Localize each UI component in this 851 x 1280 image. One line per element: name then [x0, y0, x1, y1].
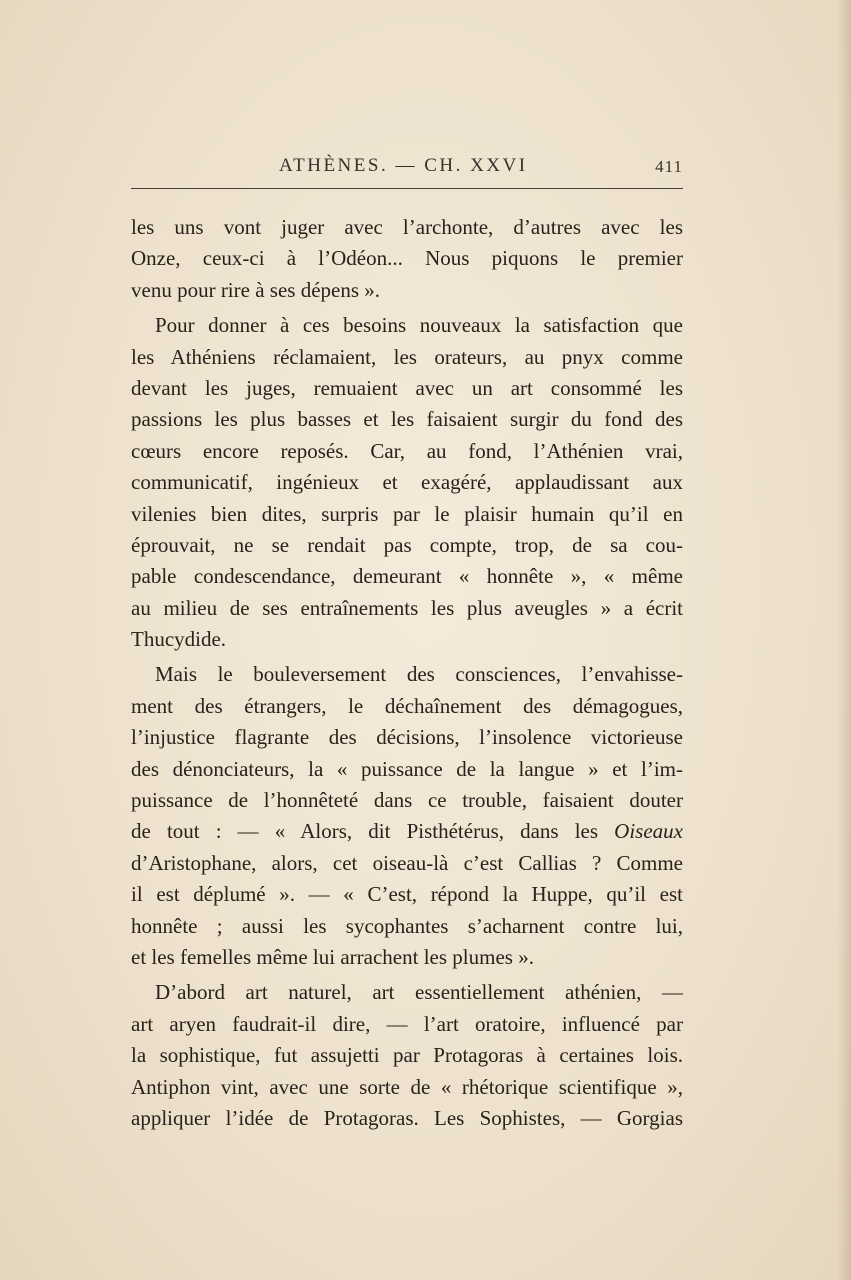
paragraph — [131, 659, 683, 973]
text-line: la sophistique, fut assujetti par Protagoras à certaines lois. — [131, 1043, 683, 1068]
header-rule — [131, 188, 683, 189]
text-line: d’Aristophane, alors, cet oiseau-là c’est Callias ? Comme — [131, 850, 683, 875]
text-line: les Athéniens réclamaient, les orateurs, au pnyx comme — [131, 344, 683, 369]
text-line: il est déplumé ». — « C’est, répond la Huppe, qu’il est — [131, 882, 683, 907]
page-number: 411 — [655, 157, 683, 176]
text-line: Mais le bouleversement des consciences, l’envahisse- — [155, 662, 683, 687]
text-line: devant les juges, remuaient avec un art consommé les — [131, 375, 683, 400]
text-line: passions les plus basses et les faisaient surgir du fond des — [131, 407, 683, 432]
text-line-with-italic: de tout : — « Alors, dit Pisthétérus, dans les Oiseaux — [131, 819, 683, 844]
text-line: au milieu de ses entraînements les plus aveugles » a écrit — [131, 595, 683, 620]
body-text — [131, 212, 683, 1134]
text-line: art aryen faudrait-il dire, — l’art oratoire, influencé par — [131, 1011, 683, 1036]
text-line: et les femelles même lui arrachent les plumes ». — [131, 944, 534, 969]
text-line: Antiphon vint, avec une sorte de « rhétorique scientifique », — [131, 1074, 683, 1099]
text-line: D’abord art naturel, art essentiellement athénien, — — [155, 980, 683, 1005]
book-title-italic: Oiseaux — [614, 819, 683, 844]
text-line: communicatif, ingénieux et exagéré, applaudissant aux — [131, 470, 683, 495]
text-line: l’injustice flagrante des décisions, l’insolence victorieuse — [131, 725, 683, 750]
text-line: appliquer l’idée de Protagoras. Les Sophistes, — Gorgias — [131, 1105, 683, 1130]
paragraph — [131, 977, 683, 1134]
paragraph — [131, 212, 683, 306]
text-line: éprouvait, ne se rendait pas compte, trop, de sa cou- — [131, 532, 683, 557]
text-line: les uns vont juger avec l’archonte, d’autres avec les — [131, 215, 683, 239]
text-line: Onze, ceux-ci à l’Odéon... Nous piquons le premier — [131, 246, 683, 271]
text-line: honnête ; aussi les sycophantes s’acharnent contre lui, — [131, 913, 683, 938]
text-line: Thucydide. — [131, 627, 227, 652]
text-line: venu pour rire à ses dépens ». — [131, 277, 381, 302]
running-title: ATHÈNES. — CH. XXVI — [279, 155, 528, 176]
paragraph — [131, 310, 683, 655]
page-header — [131, 148, 683, 188]
text-line: vilenies bien dites, surpris par le plaisir humain qu’il en — [131, 501, 683, 526]
text-line: des dénonciateurs, la « puissance de la langue » et l’im- — [131, 756, 683, 781]
text-line: ment des étrangers, le déchaînement des démagogues, — [131, 693, 683, 718]
page-edge-shadow — [837, 0, 851, 1280]
text-line: cœurs encore reposés. Car, au fond, l’Athénien vrai, — [131, 438, 683, 463]
text-line: puissance de l’honnêteté dans ce trouble, faisaient douter — [131, 788, 683, 813]
text-line: Pour donner à ces besoins nouveaux la satisfaction que — [155, 313, 683, 338]
text-line: pable condescendance, demeurant « honnête », « même — [131, 564, 683, 589]
